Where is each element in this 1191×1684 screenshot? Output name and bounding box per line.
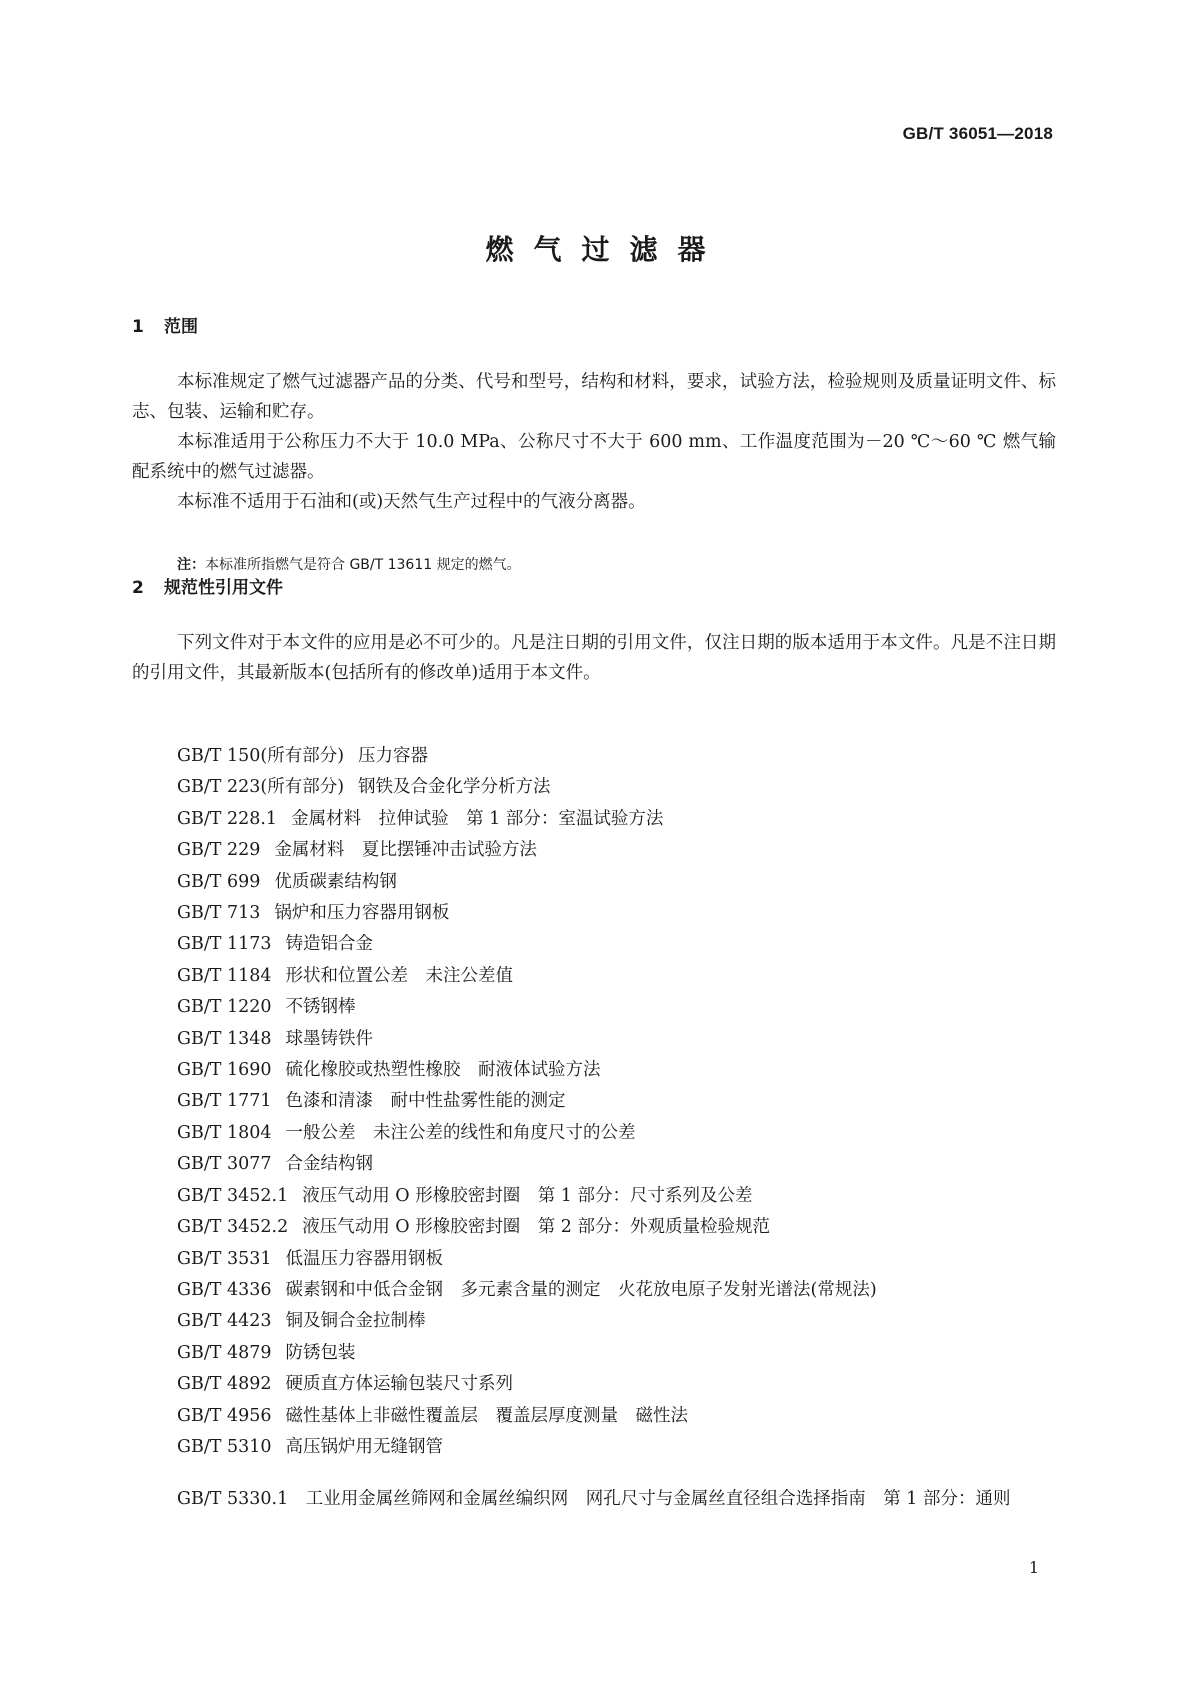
section-1-note xyxy=(177,554,521,574)
section-2-intro: 下列文件对于本文件的应用是必不可少的。凡是注日期的引用文件，仅注日期的版本适用于本文件。凡是不注日期的引用文件，其最新版本(包括所有的修改单)适用于本文件。 xyxy=(132,633,1056,683)
reference-code: GB/T 223(所有部分) xyxy=(177,777,345,798)
reference-item xyxy=(177,1118,1057,1149)
reference-title: 压力容器 xyxy=(358,746,429,766)
reference-code: GB/T 3531 xyxy=(177,1248,272,1269)
reference-item xyxy=(177,867,1057,898)
section-1-title: 范围 xyxy=(164,317,198,337)
reference-item xyxy=(177,1401,1057,1432)
reference-item xyxy=(177,1181,1057,1212)
reference-code: GB/T 4336 xyxy=(177,1279,272,1300)
reference-title: 碳素钢和中低合金钢 多元素含量的测定 火花放电原子发射光谱法(常规法) xyxy=(285,1279,877,1300)
reference-title: 硬质直方体运输包装尺寸系列 xyxy=(285,1374,514,1395)
reference-item xyxy=(177,1275,1057,1306)
reference-code: GB/T 1690 xyxy=(177,1060,272,1081)
reference-code: GB/T 228.1 xyxy=(177,808,278,829)
section-2-heading xyxy=(132,573,283,598)
reference-title: 优质碳素结构钢 xyxy=(274,871,397,892)
reference-title: 液压气动用 O 形橡胶密封圈 第 1 部分：尺寸系列及公差 xyxy=(302,1185,753,1206)
reference-code: GB/T 229 xyxy=(177,840,261,861)
section-1-number: 1 xyxy=(132,317,144,337)
reference-title: 合金结构钢 xyxy=(285,1154,374,1175)
reference-code: GB/T 150(所有部分) xyxy=(177,746,345,766)
reference-title: 色漆和清漆 耐中性盐雾性能的测定 xyxy=(285,1091,566,1112)
reference-code: GB/T 1220 xyxy=(177,997,272,1018)
standard-code: GB/T 36051—2018 xyxy=(902,124,1053,143)
reference-code: GB/T 699 xyxy=(177,871,261,892)
document-title: 燃气过滤器 xyxy=(485,233,726,266)
section-1-heading xyxy=(132,312,198,337)
reference-item xyxy=(177,1024,1057,1055)
section-1-paragraph-1: 本标准规定了燃气过滤器产品的分类、代号和型号，结构和材料，要求，试验方法，检验规则及质量证明文件、标志、包装、运输和贮存。 xyxy=(132,372,1056,422)
reference-item xyxy=(177,804,1057,835)
reference-item xyxy=(177,1338,1057,1369)
reference-item xyxy=(177,961,1057,992)
reference-item xyxy=(177,898,1057,929)
reference-title: 球墨铸铁件 xyxy=(285,1028,374,1049)
reference-title: 金属材料 拉伸试验 第 1 部分：室温试验方法 xyxy=(291,808,664,829)
reference-title: 防锈包装 xyxy=(285,1342,356,1363)
section-1-paragraph-2: 本标准适用于公称压力不大于 10.0 MPa、公称尺寸不大于 600 mm、工作温度范围为－20 ℃～60 ℃ 燃气输配系统中的燃气过滤器。 xyxy=(132,432,1056,482)
reference-title: 硫化橡胶或热塑性橡胶 耐液体试验方法 xyxy=(285,1060,601,1081)
reference-title: 低温压力容器用钢板 xyxy=(285,1248,444,1269)
note-text: 本标准所指燃气是符合 GB/T 13611 规定的燃气。 xyxy=(205,557,521,573)
reference-title: 磁性基体上非磁性覆盖层 覆盖层厚度测量 磁性法 xyxy=(285,1405,689,1426)
reference-code: GB/T 713 xyxy=(177,903,261,924)
reference-code: GB/T 1771 xyxy=(177,1091,272,1112)
reference-title: 铜及铜合金拉制棒 xyxy=(285,1311,426,1332)
reference-title: 钢铁及合金化学分析方法 xyxy=(358,777,551,798)
reference-item xyxy=(177,1306,1057,1337)
reference-title: 液压气动用 O 形橡胶密封圈 第 2 部分：外观质量检验规范 xyxy=(302,1217,770,1238)
reference-title: 一般公差 未注公差的线性和角度尺寸的公差 xyxy=(285,1122,636,1143)
reference-title: 铸造铝合金 xyxy=(285,934,374,955)
reference-item xyxy=(177,1369,1057,1400)
reference-code: GB/T 1804 xyxy=(177,1122,272,1143)
reference-title: 形状和位置公差 未注公差值 xyxy=(285,965,514,986)
reference-code: GB/T 5310 xyxy=(177,1436,272,1457)
reference-item xyxy=(177,1149,1057,1180)
reference-title: 高压锅炉用无缝钢管 xyxy=(285,1436,444,1457)
reference-item xyxy=(177,835,1057,866)
reference-code: GB/T 1173 xyxy=(177,934,272,955)
reference-code: GB/T 3077 xyxy=(177,1154,272,1175)
reference-item xyxy=(177,1055,1057,1086)
reference-code: GB/T 4892 xyxy=(177,1374,272,1395)
reference-list xyxy=(177,741,1057,1463)
reference-item xyxy=(177,992,1057,1023)
reference-code: GB/T 1348 xyxy=(177,1028,272,1049)
reference-item xyxy=(177,1212,1057,1243)
reference-code: GB/T 4423 xyxy=(177,1311,272,1332)
reference-item xyxy=(177,741,1057,772)
reference-item xyxy=(177,929,1057,960)
section-2-title: 规范性引用文件 xyxy=(164,578,283,598)
reference-title: 锅炉和压力容器用钢板 xyxy=(274,903,450,924)
section-2-number: 2 xyxy=(132,578,144,598)
reference-code: GB/T 3452.2 xyxy=(177,1217,289,1238)
reference-code: GB/T 1184 xyxy=(177,965,272,986)
reference-code: GB/T 4879 xyxy=(177,1342,272,1363)
reference-item xyxy=(177,772,1057,803)
page-number: 1 xyxy=(1028,1558,1039,1577)
reference-item-last: GB/T 5330.1 工业用金属丝筛网和金属丝编织网 网孔尺寸与金属丝直径组合选择指南 第 1 部分：通则 xyxy=(177,1489,1011,1509)
reference-item xyxy=(177,1432,1057,1463)
reference-code: GB/T 4956 xyxy=(177,1405,272,1426)
reference-title: 不锈钢棒 xyxy=(285,997,356,1018)
reference-code: GB/T 3452.1 xyxy=(177,1185,289,1206)
note-label: 注： xyxy=(177,557,205,573)
section-1-paragraph-3: 本标准不适用于石油和(或)天然气生产过程中的气液分离器。 xyxy=(177,492,646,512)
reference-item xyxy=(177,1244,1057,1275)
reference-item xyxy=(177,1086,1057,1117)
reference-title: 金属材料 夏比摆锤冲击试验方法 xyxy=(274,840,537,861)
